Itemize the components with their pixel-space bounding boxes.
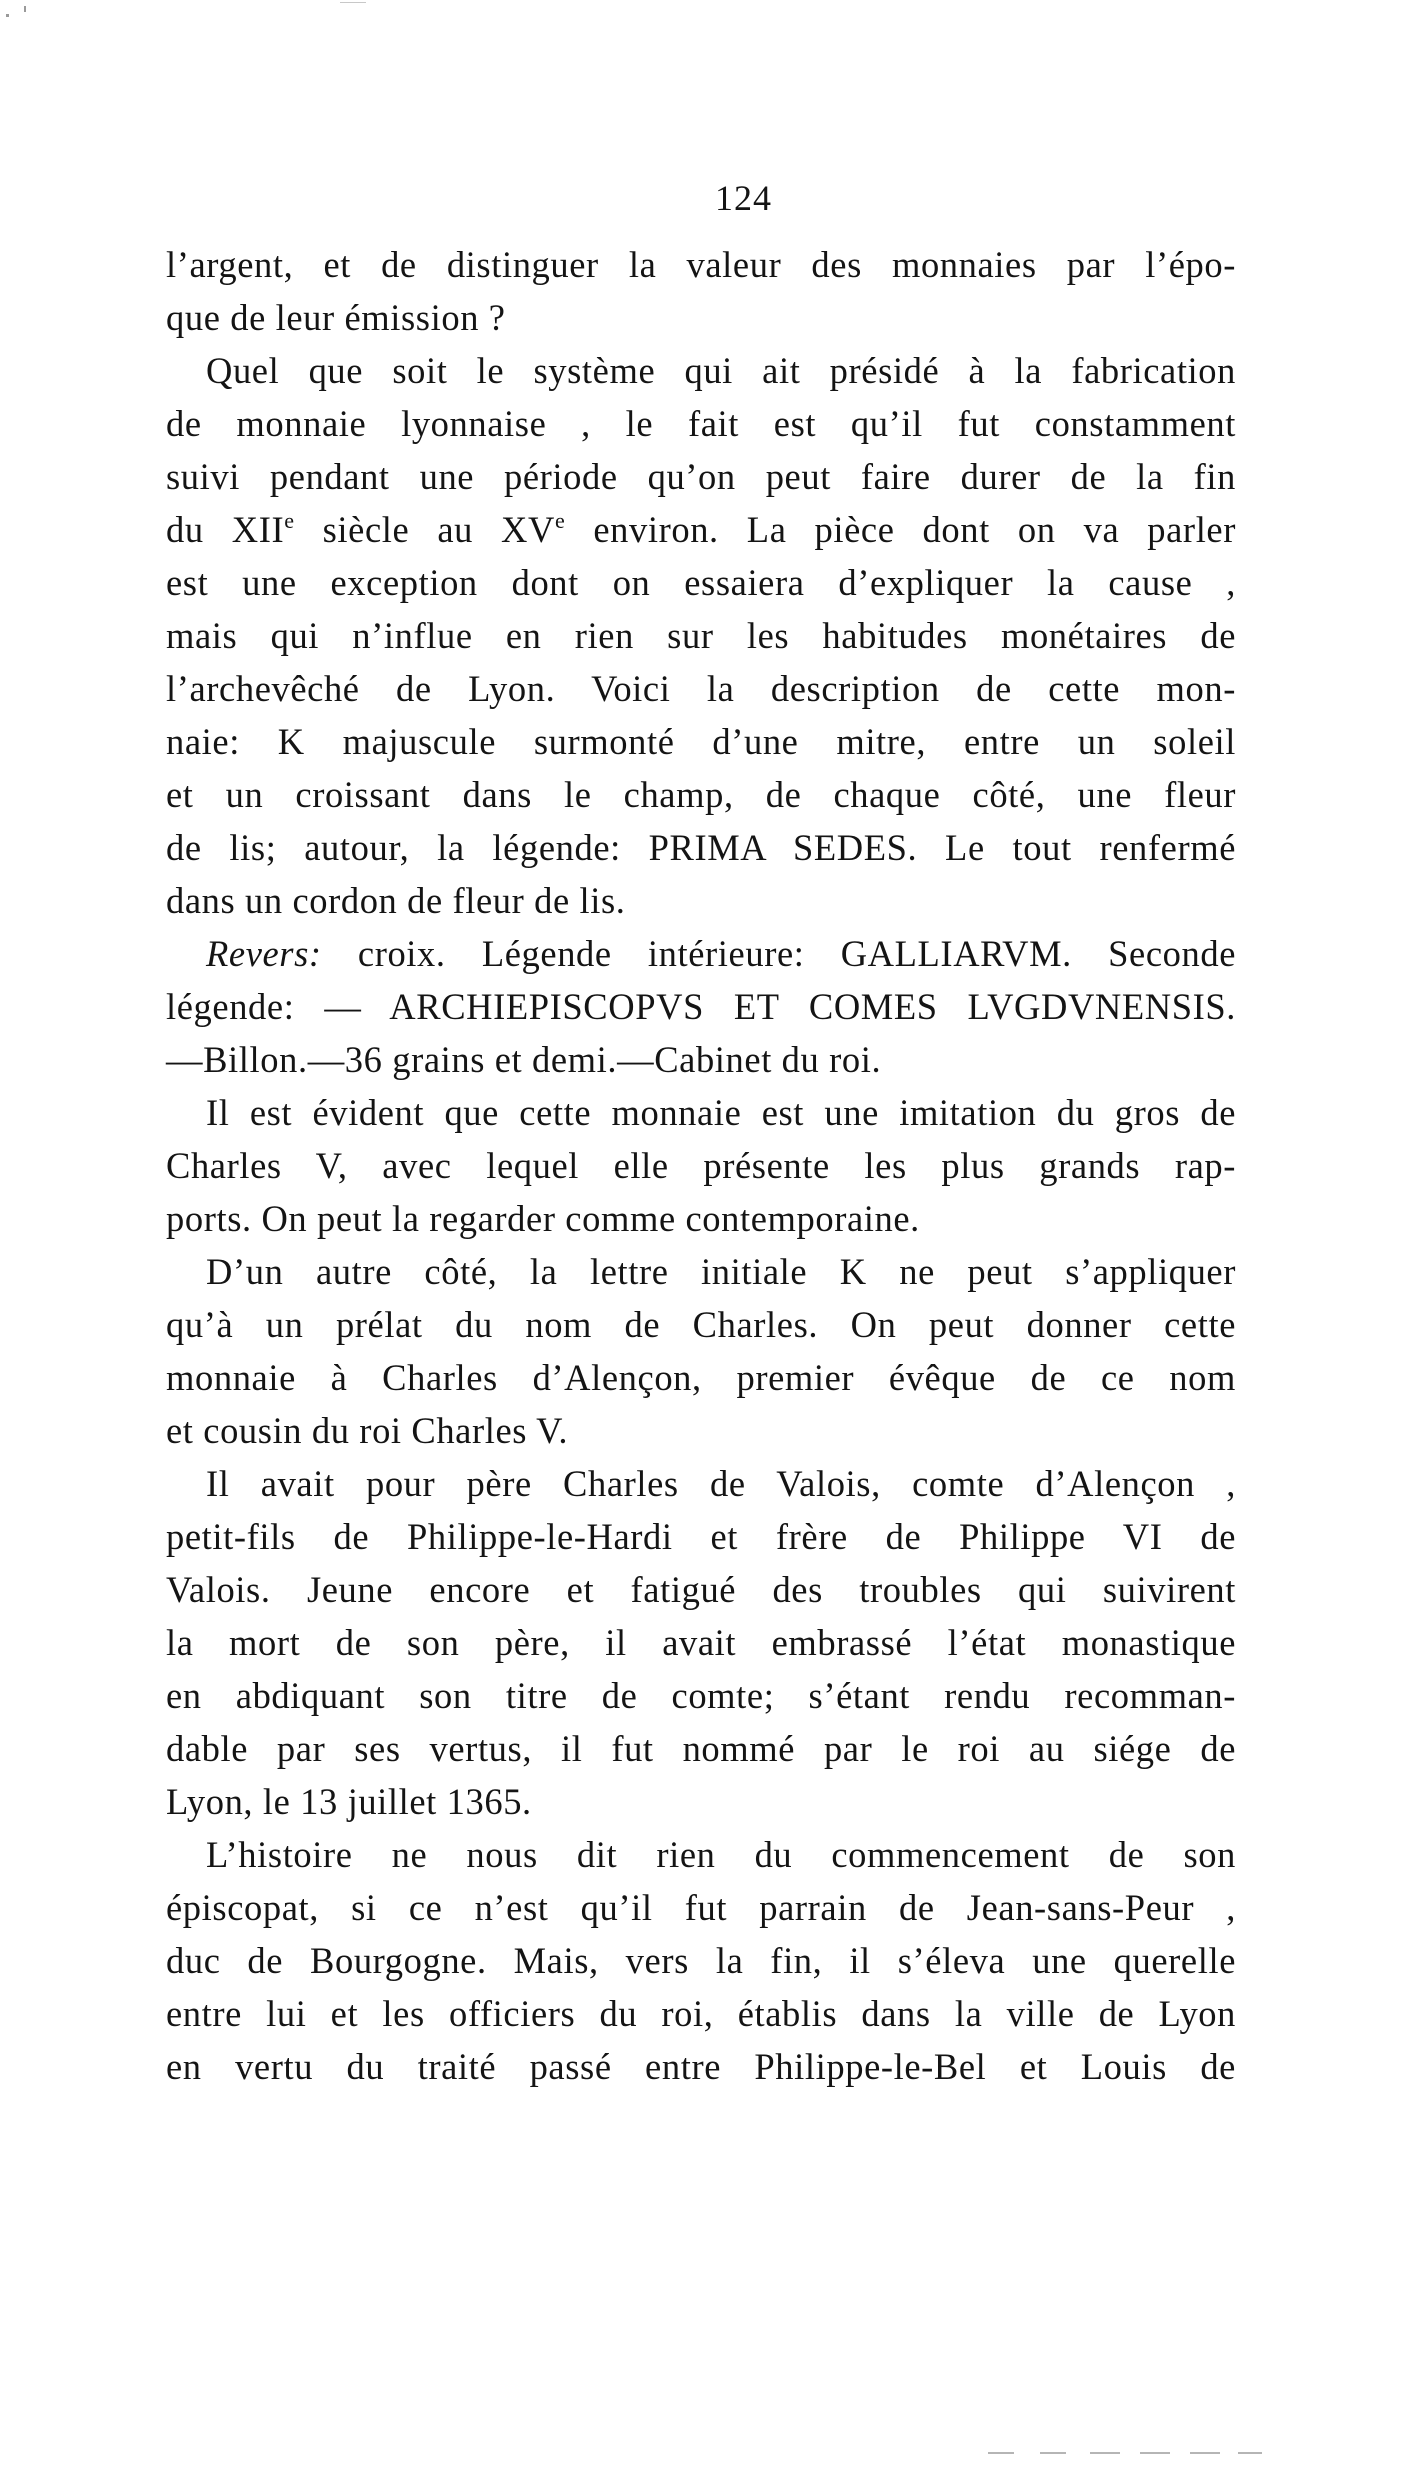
text-line	[166, 1722, 1236, 1775]
text-run: monnaie à Charles d’Alençon, premier évêque de ce nom	[166, 1357, 1236, 1398]
text-run: ports. On peut la regarder comme contemporaine.	[166, 1198, 920, 1239]
text-run: mais qui n’influe en rien sur les habitudes monétaires de	[166, 615, 1236, 656]
scan-edge-mark	[1090, 2452, 1120, 2454]
text-line	[166, 1457, 1236, 1510]
text-line	[166, 291, 1236, 344]
scan-edge-mark	[1190, 2452, 1220, 2454]
text-line	[166, 1086, 1236, 1139]
text-line	[166, 503, 1236, 556]
text-run: croix. Légende intérieure: GALLIARVM. Seconde	[321, 933, 1236, 974]
text-run: de monnaie lyonnaise , le fait est qu’il fut constamment	[166, 403, 1236, 444]
text-line	[166, 662, 1236, 715]
text-line	[166, 1298, 1236, 1351]
text-run: de lis; autour, la légende: PRIMA SEDES. Le tout renfermé	[166, 827, 1236, 868]
text-run: duc de Bourgogne. Mais, vers la fin, il s’éleva une querelle	[166, 1940, 1236, 1981]
text-line	[166, 1563, 1236, 1616]
text-run: Lyon, le 13 juillet 1365.	[166, 1781, 532, 1822]
scan-edge-mark	[1040, 2452, 1066, 2454]
text-run: Quel que soit le système qui ait présidé à la fabrication	[206, 350, 1236, 391]
text-line	[166, 556, 1236, 609]
text-line	[166, 450, 1236, 503]
scan-speck	[24, 6, 26, 12]
text-line	[166, 609, 1236, 662]
superscript: e	[284, 508, 295, 533]
text-line	[166, 927, 1236, 980]
text-run: légende: — ARCHIEPISCOPVS ET COMES LVGDVNENSIS.	[166, 986, 1236, 1027]
text-line	[166, 874, 1236, 927]
text-run: Charles V, avec lequel elle présente les plus grands rap-	[166, 1145, 1236, 1186]
text-run: —Billon.—36 grains et demi.—Cabinet du roi.	[166, 1039, 882, 1080]
scan-edge-mark	[1238, 2452, 1262, 2454]
text-run: D’un autre côté, la lettre initiale K ne peut s’appliquer	[206, 1251, 1236, 1292]
text-run: petit-fils de Philippe-le-Hardi et frère de Philippe VI de	[166, 1516, 1236, 1557]
scan-edge-mark	[988, 2452, 1014, 2454]
text-line	[166, 1192, 1236, 1245]
text-run: dable par ses vertus, il fut nommé par le roi au siége de	[166, 1728, 1236, 1769]
superscript: e	[554, 508, 566, 533]
text-line	[166, 1245, 1236, 1298]
text-run: épiscopat, si ce n’est qu’il fut parrain de Jean-sans-Peur ,	[166, 1887, 1236, 1928]
text-run: Il avait pour père Charles de Valois, comte d’Alençon ,	[206, 1463, 1236, 1504]
text-run: est une exception dont on essaiera d’expliquer la cause ,	[166, 562, 1236, 603]
text-run: en abdiquant son titre de comte; s’étant rendu recomman-	[166, 1675, 1236, 1716]
text-run: et cousin du roi Charles V.	[166, 1410, 569, 1451]
text-run: Il est évident que cette monnaie est une imitation du gros de	[206, 1092, 1236, 1133]
text-line	[166, 1881, 1236, 1934]
page-number: 124	[715, 178, 772, 218]
scan-edge-mark	[1140, 2452, 1170, 2454]
text-line	[166, 344, 1236, 397]
text-line	[166, 1351, 1236, 1404]
italic-label: Revers:	[206, 933, 322, 974]
text-line	[166, 1934, 1236, 1987]
text-line	[166, 238, 1236, 291]
text-run: suivi pendant une période qu’on peut faire durer de la fin	[166, 456, 1236, 497]
text-line	[166, 2040, 1236, 2093]
text-run: et un croissant dans le champ, de chaque côté, une fleur	[166, 774, 1236, 815]
text-line	[166, 1616, 1236, 1669]
text-line	[166, 980, 1236, 1033]
text-run: la mort de son père, il avait embrassé l’état monastique	[166, 1622, 1236, 1663]
text-line	[166, 1987, 1236, 2040]
text-run: l’archevêché de Lyon. Voici la description de cette mon-	[166, 668, 1236, 709]
text-run: que de leur émission ?	[166, 297, 506, 338]
text-line	[166, 1828, 1236, 1881]
text-run: naie: K majuscule surmonté d’une mitre, entre un soleil	[166, 721, 1236, 762]
text-run: qu’à un prélat du nom de Charles. On peut donner cette	[166, 1304, 1236, 1345]
text-line	[166, 1139, 1236, 1192]
text-line	[166, 821, 1236, 874]
text-line	[166, 1669, 1236, 1722]
text-line	[166, 715, 1236, 768]
text-line	[166, 1033, 1236, 1086]
text-line	[166, 1510, 1236, 1563]
text-run: entre lui et les officiers du roi, établis dans la ville de Lyon	[166, 1993, 1236, 2034]
text-run: siècle au XV	[294, 509, 555, 550]
text-run: Valois. Jeune encore et fatigué des troubles qui suivirent	[166, 1569, 1236, 1610]
text-line	[166, 397, 1236, 450]
text-line	[166, 1775, 1236, 1828]
scan-speck	[6, 14, 9, 17]
text-run: du XII	[166, 509, 285, 550]
text-run: dans un cordon de fleur de lis.	[166, 880, 626, 921]
body-text	[166, 238, 1236, 2093]
text-run: environ. La pièce dont on va parler	[565, 509, 1236, 550]
text-run: en vertu du traité passé entre Philippe-le-Bel et Louis de	[166, 2046, 1236, 2087]
text-run: l’argent, et de distinguer la valeur des monnaies par l’épo-	[166, 244, 1236, 285]
text-line	[166, 1404, 1236, 1457]
text-line	[166, 768, 1236, 821]
scan-speck	[340, 2, 366, 3]
text-run: L’histoire ne nous dit rien du commencement de son	[206, 1834, 1236, 1875]
